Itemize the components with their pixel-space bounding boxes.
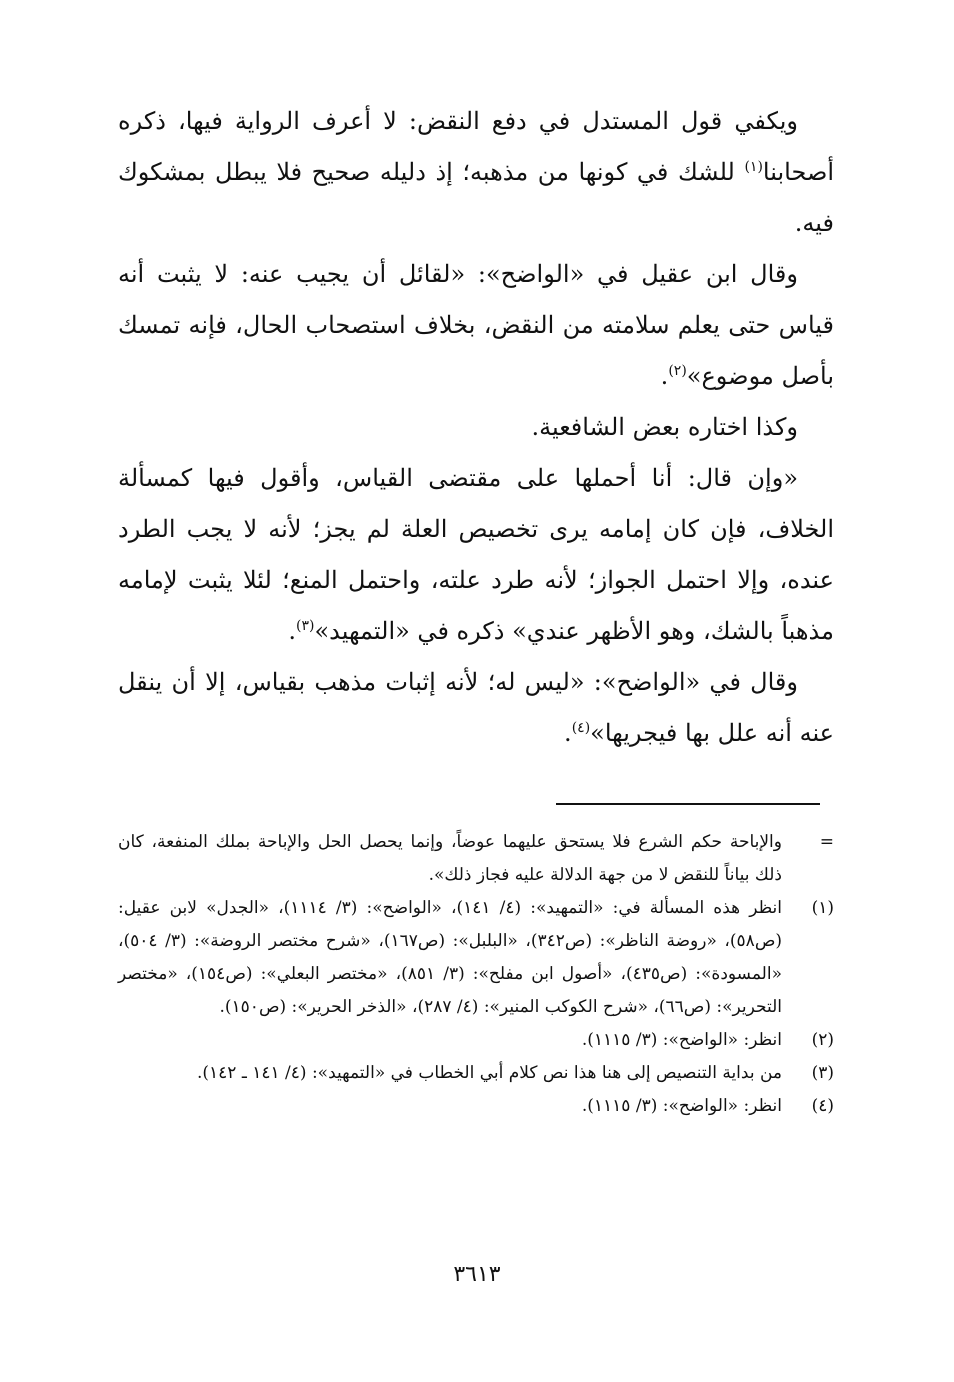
footnote-text: والإباحة حكم الشرع فلا يستحق عليهما عوضاً، وإنما يحصل الحل والإباحة بملك المنفعة، كان ذلك بياناً للنقض لا من جهة الدلالة عليه فجاز ذلك». <box>118 832 782 885</box>
footnote-text: انظر هذه المسألة في: «التمهيد»: (٤/ ١٤١)، «الواضح»: (٣/ ١١١٤)، «الجدل» لابن عقيل: (ص٥٨)، «روضة الناظر»: (ص٣٤٢)، «البلبل»: (ص١٦٧)، «شرح مختصر الروضة»: (٣/ ٥٠٤)، «المسودة»: (ص٤٣٥)، «أصول ابن مفلح»: (٣/ ٨٥١)، «مختصر البعلي»: (ص١٥٤)، «مختصر التحرير»: (ص٦٦)، «شرح الكوكب المنير»: (٤/ ٢٨٧)، «الذخر الحرير»: (ص١٥٠). <box>118 898 782 1017</box>
footnote-number: (٢) <box>811 1030 834 1050</box>
page-number: ٣٦١٣ <box>453 1262 501 1287</box>
footnote-ref[interactable]: (١) <box>744 159 763 175</box>
paragraph-text: «وإن قال: أنا أحملها على مقتضى القياس، وأقول فيها كمسألة الخلاف، فإن كان إمامه يرى تخصيص العلة لم يجز؛ لأنه لا يجب الطرد عنده، وإلا احتمل الجواز؛ لأنه طرد علته، واحتمل المنع؛ لئلا يثبت لإمامه مذهباً بالشك، وهو الأظهر عندي» ذكره في «التمهيد» <box>118 464 834 645</box>
main-text <box>118 96 834 759</box>
paragraph-text: للشك في كونها من مذهبه؛ إذ دليله صحيح فلا يبطل بمشكوك فيه. <box>118 158 834 237</box>
footnote-continuation <box>118 826 834 892</box>
footnotes <box>118 826 834 1123</box>
paragraph-2 <box>118 249 834 402</box>
footnote-text: من بداية التنصيص إلى هنا هذا نص كلام أبي الخطاب في «التمهيد»: (٤/ ١٤١ ـ ١٤٢). <box>196 1063 782 1083</box>
paragraph-text: وقال ابن عقيل في «الواضح»: «لقائل أن يجيب عنه: لا يثبت أنه قياس حتى يعلم سلامته من النقض، بخلاف استصحاب الحال، فإنه تمسك بأصل موضوع» <box>118 260 834 390</box>
footnote-number: (٤) <box>811 1096 834 1116</box>
footnote-4 <box>118 1090 834 1123</box>
footnote-text: انظر: «الواضح»: (٣/ ١١١٥). <box>581 1096 782 1116</box>
footnote-ref[interactable]: (٤) <box>571 720 591 736</box>
paragraph-text: ويكفي قول المستدل في دفع النقض: لا أعرف الرواية فيها، ذكره أصحابنا <box>118 107 834 186</box>
footnote-text: انظر: «الواضح»: (٣/ ١١١٥). <box>581 1030 782 1050</box>
footnote-separator <box>556 803 820 805</box>
footnote-number: (٣) <box>811 1063 834 1083</box>
paragraph-text: وكذا اختاره بعض الشافعية. <box>531 413 798 441</box>
footnote-1 <box>118 892 834 1024</box>
footnote-2 <box>118 1024 834 1057</box>
paragraph-4 <box>118 453 834 657</box>
paragraph-3 <box>118 402 834 453</box>
footnote-3 <box>118 1057 834 1090</box>
paragraph-text: . <box>660 362 669 390</box>
paragraph-text: وقال في «الواضح»: «ليس له؛ لأنه إثبات مذهب بقياس، إلا أن ينقل عنه أنه علل بها فيجريها» <box>118 668 834 747</box>
paragraph-text: . <box>564 719 572 747</box>
footnote-ref[interactable]: (٢) <box>668 363 687 379</box>
paragraph-text: . <box>288 617 296 645</box>
footnote-number: = <box>819 832 834 852</box>
footnote-number: (١) <box>811 898 834 918</box>
paragraph-5 <box>118 657 834 759</box>
footnote-ref[interactable]: (٣) <box>295 618 315 634</box>
paragraph-1 <box>118 96 834 249</box>
